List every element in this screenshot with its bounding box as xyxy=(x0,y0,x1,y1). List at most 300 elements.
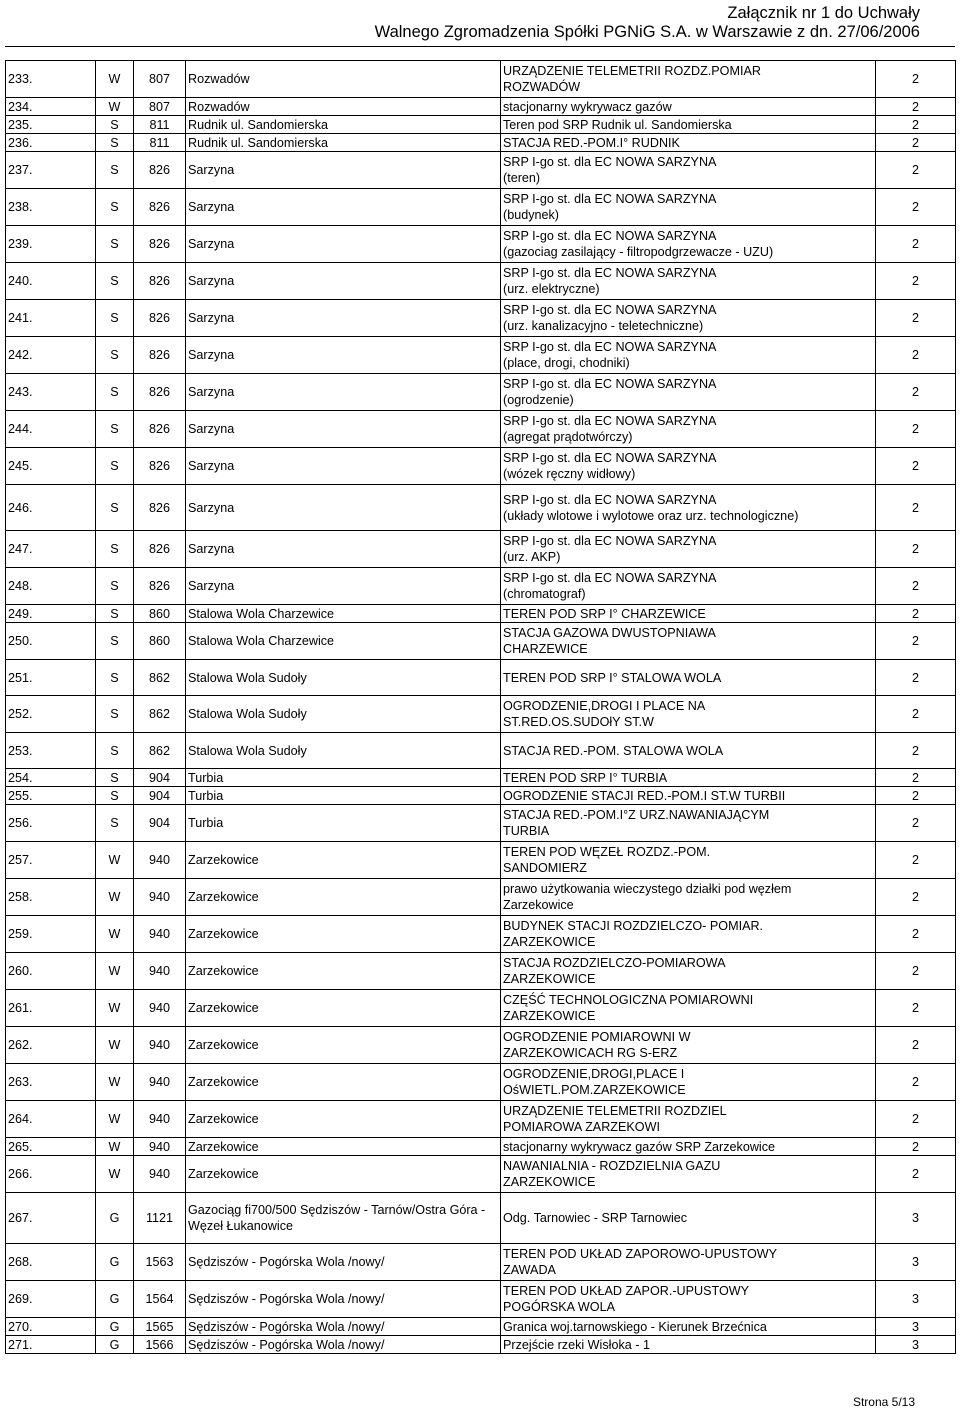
row-object xyxy=(501,226,876,263)
row-object-line: CHARZEWICE xyxy=(503,642,588,656)
row-category: 2 xyxy=(876,953,956,990)
table-row xyxy=(6,531,956,568)
row-category: 2 xyxy=(876,916,956,953)
row-number: 256. xyxy=(6,805,96,842)
row-category: 2 xyxy=(876,1101,956,1138)
row-object-line: ZARZEKOWICE xyxy=(503,972,596,986)
table-row xyxy=(6,226,956,263)
row-object xyxy=(501,116,876,134)
row-location: Sędziszów - Pogórska Wola /nowy/ xyxy=(186,1244,501,1281)
row-number: 246. xyxy=(6,485,96,531)
row-site-number: 940 xyxy=(134,916,186,953)
row-site-number: 826 xyxy=(134,448,186,485)
row-object xyxy=(501,805,876,842)
row-code: S xyxy=(96,116,134,134)
table-row xyxy=(6,787,956,805)
table-row xyxy=(6,953,956,990)
row-category: 2 xyxy=(876,374,956,411)
row-site-number: 826 xyxy=(134,485,186,531)
row-number: 241. xyxy=(6,300,96,337)
row-object xyxy=(501,411,876,448)
row-number: 261. xyxy=(6,990,96,1027)
row-site-number: 1564 xyxy=(134,1281,186,1318)
row-category: 2 xyxy=(876,660,956,696)
row-code: W xyxy=(96,1101,134,1138)
row-location: Sędziszów - Pogórska Wola /nowy/ xyxy=(186,1336,501,1354)
row-code: W xyxy=(96,1138,134,1156)
row-number: 265. xyxy=(6,1138,96,1156)
row-location: Sarzyna xyxy=(186,411,501,448)
row-code: G xyxy=(96,1244,134,1281)
row-code: S xyxy=(96,374,134,411)
row-object xyxy=(501,61,876,98)
row-site-number: 940 xyxy=(134,1027,186,1064)
row-site-number: 860 xyxy=(134,623,186,660)
row-object-line: ROZWADÓW xyxy=(503,80,581,94)
row-number: 262. xyxy=(6,1027,96,1064)
row-category: 2 xyxy=(876,152,956,189)
row-number: 243. xyxy=(6,374,96,411)
row-number: 242. xyxy=(6,337,96,374)
row-location: Sarzyna xyxy=(186,485,501,531)
header-rule xyxy=(5,46,955,47)
row-object-line: BUDYNEK STACJI ROZDZIELCZO- POMIAR. xyxy=(503,919,764,933)
row-location: Stalowa Wola Sudoły xyxy=(186,696,501,733)
row-number: 240. xyxy=(6,263,96,300)
row-object-line: (teren) xyxy=(503,171,541,185)
row-object-line: SANDOMIERZ xyxy=(503,861,587,875)
row-site-number: 860 xyxy=(134,605,186,623)
row-object-line: (wózek ręczny widłowy) xyxy=(503,467,636,481)
row-number: 252. xyxy=(6,696,96,733)
row-object xyxy=(501,1138,876,1156)
row-site-number: 807 xyxy=(134,98,186,116)
row-code: W xyxy=(96,953,134,990)
row-object xyxy=(501,623,876,660)
row-site-number: 940 xyxy=(134,1156,186,1193)
row-object xyxy=(501,1193,876,1244)
row-object-line: SRP I-go st. dla EC NOWA SARZYNA xyxy=(503,192,717,206)
row-category: 2 xyxy=(876,879,956,916)
row-code: S xyxy=(96,805,134,842)
row-object-line: SRP I-go st. dla EC NOWA SARZYNA xyxy=(503,534,717,548)
row-location: Rudnik ul. Sandomierska xyxy=(186,116,501,134)
row-site-number: 904 xyxy=(134,805,186,842)
row-category: 3 xyxy=(876,1281,956,1318)
row-site-number: 904 xyxy=(134,769,186,787)
row-object xyxy=(501,1101,876,1138)
row-site-number: 811 xyxy=(134,116,186,134)
row-object-line: ZARZEKOWICACH RG S-ERZ xyxy=(503,1046,678,1060)
row-object xyxy=(501,1318,876,1336)
row-object xyxy=(501,1281,876,1318)
row-number: 260. xyxy=(6,953,96,990)
row-site-number: 940 xyxy=(134,990,186,1027)
row-code: S xyxy=(96,189,134,226)
row-object xyxy=(501,568,876,605)
row-category: 2 xyxy=(876,98,956,116)
row-object-line: (budynek) xyxy=(503,208,560,222)
row-object xyxy=(501,879,876,916)
row-category: 2 xyxy=(876,61,956,98)
row-object-line: SRP I-go st. dla EC NOWA SARZYNA xyxy=(503,571,717,585)
row-object xyxy=(501,374,876,411)
row-code: W xyxy=(96,1064,134,1101)
row-object xyxy=(501,300,876,337)
row-location: Zarzekowice xyxy=(186,1064,501,1101)
table-row xyxy=(6,805,956,842)
row-object xyxy=(501,605,876,623)
row-site-number: 940 xyxy=(134,1138,186,1156)
row-location: Stalowa Wola Charzewice xyxy=(186,605,501,623)
row-object-line: TURBIA xyxy=(503,824,550,838)
row-object xyxy=(501,1156,876,1193)
row-code: W xyxy=(96,1156,134,1193)
row-category: 2 xyxy=(876,134,956,152)
row-code: S xyxy=(96,660,134,696)
asset-register-table xyxy=(5,60,956,1354)
row-number: 237. xyxy=(6,152,96,189)
row-object-line: STACJA ROZDZIELCZO-POMIAROWA xyxy=(503,956,726,970)
table-row xyxy=(6,134,956,152)
row-category: 2 xyxy=(876,531,956,568)
row-site-number: 826 xyxy=(134,152,186,189)
row-object-line: (układy wlotowe i wylotowe oraz urz. technologiczne) xyxy=(503,508,799,523)
row-category: 2 xyxy=(876,605,956,623)
row-code: W xyxy=(96,916,134,953)
row-object-line: prawo użytkowania wieczystego działki pod węzłem xyxy=(503,882,792,896)
row-site-number: 807 xyxy=(134,61,186,98)
row-site-number: 1563 xyxy=(134,1244,186,1281)
table-row xyxy=(6,1027,956,1064)
row-object xyxy=(501,337,876,374)
row-code: S xyxy=(96,605,134,623)
row-object xyxy=(501,660,876,696)
row-object-line: (gazociag zasilający - filtropodgrzewacze - UZU) xyxy=(503,245,774,259)
row-object-line: Przejście rzeki Wisłoka - 1 xyxy=(503,1337,650,1352)
row-location: Zarzekowice xyxy=(186,879,501,916)
row-code: S xyxy=(96,568,134,605)
row-object-line: CZĘŚĆ TECHNOLOGICZNA POMIAROWNI xyxy=(503,993,754,1007)
row-category: 2 xyxy=(876,733,956,769)
row-code: W xyxy=(96,879,134,916)
row-object-line: OGRODZENIE STACJI RED.-POM.I ST.W TURBII xyxy=(503,788,786,803)
row-object-line: ZARZEKOWICE xyxy=(503,1175,596,1189)
row-site-number: 904 xyxy=(134,787,186,805)
row-location: Zarzekowice xyxy=(186,1027,501,1064)
row-site-number: 862 xyxy=(134,660,186,696)
row-number: 238. xyxy=(6,189,96,226)
row-site-number: 826 xyxy=(134,300,186,337)
row-object-line: (agregat prądotwórczy) xyxy=(503,430,633,444)
row-object-line: NAWANIALNIA - ROZDZIELNIA GAZU xyxy=(503,1159,721,1173)
row-object-line: SRP I-go st. dla EC NOWA SARZYNA xyxy=(503,451,717,465)
row-site-number: 940 xyxy=(134,1101,186,1138)
row-code: G xyxy=(96,1336,134,1354)
row-category: 2 xyxy=(876,116,956,134)
row-location: Rozwadów xyxy=(186,61,501,98)
row-object-line: TEREN POD UKŁAD ZAPOR.-UPUSTOWY xyxy=(503,1284,750,1298)
row-number: 271. xyxy=(6,1336,96,1354)
table-body xyxy=(6,61,956,1354)
row-location: Zarzekowice xyxy=(186,916,501,953)
table-row xyxy=(6,116,956,134)
row-location: Sarzyna xyxy=(186,531,501,568)
table-row xyxy=(6,189,956,226)
row-location: Stalowa Wola Charzewice xyxy=(186,623,501,660)
table-row xyxy=(6,61,956,98)
table-row xyxy=(6,1244,956,1281)
page-number: Strona 5/13 xyxy=(852,1395,915,1409)
row-location: Zarzekowice xyxy=(186,842,501,879)
row-number: 253. xyxy=(6,733,96,769)
row-number: 258. xyxy=(6,879,96,916)
row-category: 2 xyxy=(876,990,956,1027)
row-location: Sarzyna xyxy=(186,568,501,605)
row-object xyxy=(501,769,876,787)
row-category: 2 xyxy=(876,805,956,842)
row-code: W xyxy=(96,98,134,116)
row-category: 3 xyxy=(876,1336,956,1354)
row-object-line: URZĄDZENIE TELEMETRII ROZDZ.POMIAR xyxy=(503,64,761,78)
row-object xyxy=(501,787,876,805)
row-object-line: SRP I-go st. dla EC NOWA SARZYNA xyxy=(503,155,717,169)
row-category: 2 xyxy=(876,769,956,787)
row-site-number: 826 xyxy=(134,226,186,263)
row-location: Zarzekowice xyxy=(186,1101,501,1138)
row-object-line: stacjonarny wykrywacz gazów SRP Zarzekowice xyxy=(503,1139,776,1154)
row-category: 3 xyxy=(876,1244,956,1281)
row-site-number: 826 xyxy=(134,374,186,411)
table-row xyxy=(6,916,956,953)
row-number: 269. xyxy=(6,1281,96,1318)
row-site-number: 826 xyxy=(134,337,186,374)
row-location: Sędziszów - Pogórska Wola /nowy/ xyxy=(186,1281,501,1318)
row-object-line: POMIAROWA ZARZEKOWI xyxy=(503,1120,660,1134)
row-category: 2 xyxy=(876,189,956,226)
row-code: W xyxy=(96,990,134,1027)
row-number: 255. xyxy=(6,787,96,805)
row-location: Sarzyna xyxy=(186,152,501,189)
row-object-line: TEREN POD SRP I° TURBIA xyxy=(503,770,668,785)
row-object-line: (chromatograf) xyxy=(503,587,586,601)
table-row xyxy=(6,696,956,733)
row-object xyxy=(501,485,876,531)
row-code: W xyxy=(96,61,134,98)
row-object xyxy=(501,696,876,733)
table-row xyxy=(6,1101,956,1138)
row-object-line: SRP I-go st. dla EC NOWA SARZYNA xyxy=(503,414,717,428)
row-object-line: STACJA RED.-POM.I°Z URZ.NAWANIAJĄCYM xyxy=(503,808,770,822)
row-location: Zarzekowice xyxy=(186,1138,501,1156)
row-object xyxy=(501,134,876,152)
table-row xyxy=(6,263,956,300)
row-number: 233. xyxy=(6,61,96,98)
row-category: 2 xyxy=(876,300,956,337)
row-code: S xyxy=(96,696,134,733)
row-category: 2 xyxy=(876,1138,956,1156)
row-object-line: Teren pod SRP Rudnik ul. Sandomierska xyxy=(503,117,732,132)
row-site-number: 826 xyxy=(134,411,186,448)
row-location: Sarzyna xyxy=(186,337,501,374)
row-code: S xyxy=(96,134,134,152)
table-row xyxy=(6,605,956,623)
table-row xyxy=(6,568,956,605)
row-object-line: SRP I-go st. dla EC NOWA SARZYNA xyxy=(503,377,717,391)
row-site-number: 826 xyxy=(134,531,186,568)
row-number: 234. xyxy=(6,98,96,116)
row-number: 248. xyxy=(6,568,96,605)
row-number: 249. xyxy=(6,605,96,623)
row-code: S xyxy=(96,531,134,568)
row-location: Sarzyna xyxy=(186,374,501,411)
row-number: 268. xyxy=(6,1244,96,1281)
row-number: 244. xyxy=(6,411,96,448)
row-site-number: 862 xyxy=(134,696,186,733)
table-row xyxy=(6,485,956,531)
row-object-line: TEREN POD SRP I° CHARZEWICE xyxy=(503,606,706,621)
row-object xyxy=(501,531,876,568)
table-row xyxy=(6,1064,956,1101)
row-category: 2 xyxy=(876,1064,956,1101)
row-object xyxy=(501,152,876,189)
row-object-line: TEREN POD WĘZEŁ ROZDZ.-POM. xyxy=(503,845,711,859)
row-location: Turbia xyxy=(186,805,501,842)
row-object-line: STACJA GAZOWA DWUSTOPNIAWA xyxy=(503,626,716,640)
table-row xyxy=(6,1193,956,1244)
row-location: Gazociąg fi700/500 Sędziszów - Tarnów/Ostra Góra - Węzeł Łukanowice xyxy=(186,1193,501,1244)
header-line-2: Walnego Zgromadzenia Spółki PGNiG S.A. w Warszawie z dn. 27/06/2006 xyxy=(374,23,920,41)
row-number: 267. xyxy=(6,1193,96,1244)
row-object-line: TEREN POD UKŁAD ZAPOROWO-UPUSTOWY xyxy=(503,1247,778,1261)
row-object-line: (ogrodzenie) xyxy=(503,393,574,407)
row-category: 2 xyxy=(876,226,956,263)
row-code: G xyxy=(96,1193,134,1244)
row-object-line: OGRODZENIE POMIAROWNI W xyxy=(503,1030,691,1044)
table-row xyxy=(6,1336,956,1354)
row-category: 2 xyxy=(876,411,956,448)
row-object-line: TEREN POD SRP I° STALOWA WOLA xyxy=(503,670,722,685)
row-code: S xyxy=(96,448,134,485)
row-number: 259. xyxy=(6,916,96,953)
row-object-line: ST.RED.OS.SUDOłY ST.W xyxy=(503,715,654,729)
row-object xyxy=(501,990,876,1027)
row-object-line: ZAWADA xyxy=(503,1263,556,1277)
row-number: 257. xyxy=(6,842,96,879)
row-number: 263. xyxy=(6,1064,96,1101)
row-location: Sarzyna xyxy=(186,263,501,300)
row-location: Stalowa Wola Sudoły xyxy=(186,733,501,769)
row-category: 3 xyxy=(876,1318,956,1336)
row-object-line: SRP I-go st. dla EC NOWA SARZYNA xyxy=(503,229,717,243)
row-category: 2 xyxy=(876,787,956,805)
row-category: 2 xyxy=(876,1027,956,1064)
row-category: 2 xyxy=(876,448,956,485)
row-location: Sarzyna xyxy=(186,448,501,485)
row-object-line: (place, drogi, chodniki) xyxy=(503,356,630,370)
row-site-number: 940 xyxy=(134,842,186,879)
header-line-1: Załącznik nr 1 do Uchwały xyxy=(727,4,920,22)
row-site-number: 826 xyxy=(134,568,186,605)
table-row xyxy=(6,411,956,448)
row-code: G xyxy=(96,1318,134,1336)
row-number: 235. xyxy=(6,116,96,134)
row-object xyxy=(501,189,876,226)
row-site-number: 1566 xyxy=(134,1336,186,1354)
table-row xyxy=(6,623,956,660)
row-number: 266. xyxy=(6,1156,96,1193)
row-code: W xyxy=(96,842,134,879)
row-site-number: 940 xyxy=(134,879,186,916)
table-row xyxy=(6,337,956,374)
row-object xyxy=(501,733,876,769)
table-row xyxy=(6,1281,956,1318)
row-code: S xyxy=(96,623,134,660)
row-object xyxy=(501,953,876,990)
row-location: Rozwadów xyxy=(186,98,501,116)
row-object xyxy=(501,98,876,116)
row-location: Turbia xyxy=(186,769,501,787)
row-code: S xyxy=(96,769,134,787)
row-object xyxy=(501,1064,876,1101)
row-object xyxy=(501,1336,876,1354)
row-location: Zarzekowice xyxy=(186,953,501,990)
table-row xyxy=(6,448,956,485)
row-location: Zarzekowice xyxy=(186,1156,501,1193)
row-site-number: 826 xyxy=(134,189,186,226)
row-code: S xyxy=(96,226,134,263)
row-location: Turbia xyxy=(186,787,501,805)
row-category: 2 xyxy=(876,1156,956,1193)
row-location: Sarzyna xyxy=(186,300,501,337)
row-number: 250. xyxy=(6,623,96,660)
row-object-line: STACJA RED.-POM. STALOWA WOLA xyxy=(503,743,724,758)
row-object-line: URZĄDZENIE TELEMETRII ROZDZIEL xyxy=(503,1104,727,1118)
row-number: 254. xyxy=(6,769,96,787)
row-category: 2 xyxy=(876,842,956,879)
table-row xyxy=(6,879,956,916)
row-site-number: 826 xyxy=(134,263,186,300)
row-code: S xyxy=(96,300,134,337)
row-site-number: 940 xyxy=(134,1064,186,1101)
row-category: 2 xyxy=(876,623,956,660)
table-row xyxy=(6,1318,956,1336)
row-object xyxy=(501,842,876,879)
row-location: Rudnik ul. Sandomierska xyxy=(186,134,501,152)
row-number: 270. xyxy=(6,1318,96,1336)
row-object xyxy=(501,1244,876,1281)
row-category: 2 xyxy=(876,696,956,733)
row-code: W xyxy=(96,1027,134,1064)
row-object-line: stacjonarny wykrywacz gazów xyxy=(503,99,672,114)
row-object xyxy=(501,1027,876,1064)
row-number: 239. xyxy=(6,226,96,263)
row-code: S xyxy=(96,485,134,531)
row-object-line: STACJA RED.-POM.I° RUDNIK xyxy=(503,135,680,150)
row-location: Sarzyna xyxy=(186,189,501,226)
row-number: 245. xyxy=(6,448,96,485)
row-location: Sędziszów - Pogórska Wola /nowy/ xyxy=(186,1318,501,1336)
row-site-number: 1565 xyxy=(134,1318,186,1336)
table-row xyxy=(6,1138,956,1156)
row-object-line: (urz. kanalizacyjno - teletechniczne) xyxy=(503,319,704,333)
row-object-line: ZARZEKOWICE xyxy=(503,1009,596,1023)
row-category: 3 xyxy=(876,1193,956,1244)
table-row xyxy=(6,1156,956,1193)
row-object-line: (urz. AKP) xyxy=(503,550,561,564)
row-object-line: SRP I-go st. dla EC NOWA SARZYNA xyxy=(503,303,717,317)
row-category: 2 xyxy=(876,337,956,374)
